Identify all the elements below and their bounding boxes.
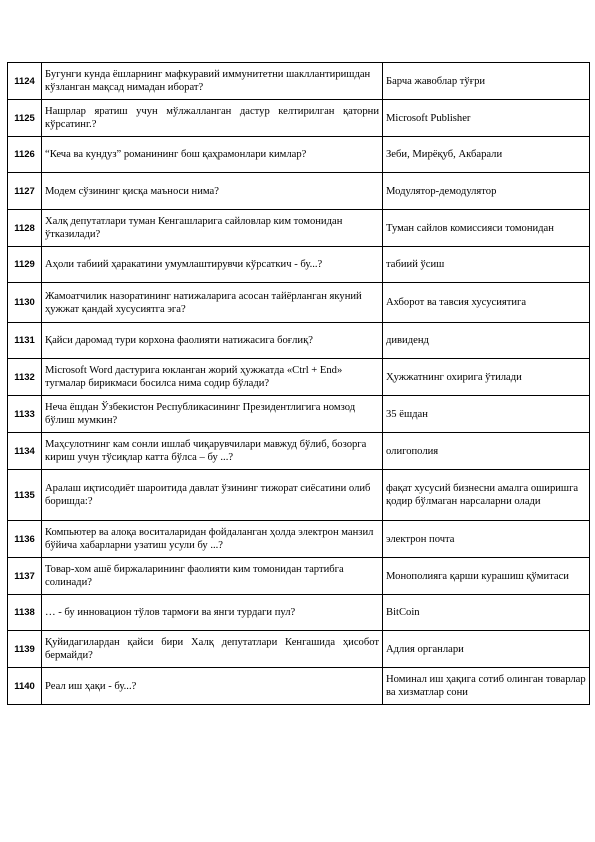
answer-cell: Монополияга қарши курашиш қўмитаси (383, 558, 590, 595)
question-cell: Реал иш ҳақи - бу...? (42, 668, 383, 705)
table-row (8, 558, 590, 595)
row-number: 1133 (8, 396, 42, 433)
row-number: 1135 (8, 470, 42, 521)
row-number: 1129 (8, 247, 42, 283)
question-cell: Нашрлар яратиш учун мўлжалланган дастур келтирилган қаторни кўрсатинг.? (42, 100, 383, 137)
question-cell: Аҳоли табиий ҳаракатини умумлаштирувчи кўрсаткич - бу...? (42, 247, 383, 283)
question-cell: Аралаш иқтисодиёт шароитида давлат ўзининг тижорат сиёсатини олиб боришда:? (42, 470, 383, 521)
row-number: 1137 (8, 558, 42, 595)
question-cell: Неча ёшдан Ўзбекистон Республикасининг Президентлигига номзод бўлиш мумкин? (42, 396, 383, 433)
table-row (8, 433, 590, 470)
question-cell: Халқ депутатлари туман Кенгашларига сайловлар ким томонидан ўтказилади? (42, 210, 383, 247)
answer-cell: 35 ёшдан (383, 396, 590, 433)
answer-cell: Адлия органлари (383, 631, 590, 668)
table-row (8, 323, 590, 359)
table-row (8, 173, 590, 210)
table-row (8, 210, 590, 247)
answer-cell: олигополия (383, 433, 590, 470)
answer-cell: электрон почта (383, 521, 590, 558)
table-row (8, 595, 590, 631)
row-number: 1125 (8, 100, 42, 137)
question-cell: Жамоатчилик назоратининг натижаларига асосан тайёрланган якуний ҳужжат қандай хусусиятга эга? (42, 283, 383, 323)
question-cell: Қайси даромад тури корхона фаолияти натижасига боғлиқ? (42, 323, 383, 359)
table-row (8, 668, 590, 705)
row-number: 1128 (8, 210, 42, 247)
question-cell: Модем сўзининг қисқа маъноси нима? (42, 173, 383, 210)
table-row (8, 631, 590, 668)
table-row (8, 470, 590, 521)
row-number: 1130 (8, 283, 42, 323)
row-number: 1126 (8, 137, 42, 173)
row-number: 1132 (8, 359, 42, 396)
question-cell: Қуйидагилардан қайси бири Халқ депутатлари Кенгашида ҳисобот бермайди? (42, 631, 383, 668)
answer-cell: Модулятор-демодулятор (383, 173, 590, 210)
row-number: 1136 (8, 521, 42, 558)
question-cell: “Кеча ва кундуз” романининг бош қаҳрамонлари кимлар? (42, 137, 383, 173)
answer-cell: BitCoin (383, 595, 590, 631)
answer-cell: фақат хусусий бизнесни амалга оширишга қодир бўлмаган нарсаларни олади (383, 470, 590, 521)
answer-cell: табиий ўсиш (383, 247, 590, 283)
table-row (8, 396, 590, 433)
row-number: 1140 (8, 668, 42, 705)
question-cell: Товар-хом ашё биржаларининг фаолияти ким томонидан тартибга солинади? (42, 558, 383, 595)
row-number: 1138 (8, 595, 42, 631)
answer-cell: Туман сайлов комиссияси томонидан (383, 210, 590, 247)
row-number: 1127 (8, 173, 42, 210)
table-row (8, 521, 590, 558)
table-row (8, 247, 590, 283)
answer-cell: Microsoft Publisher (383, 100, 590, 137)
answer-cell: Ахборот ва тавсия хусусиятига (383, 283, 590, 323)
answer-cell: Барча жавоблар тўғри (383, 63, 590, 100)
row-number: 1139 (8, 631, 42, 668)
answer-cell: дивиденд (383, 323, 590, 359)
row-number: 1131 (8, 323, 42, 359)
answer-cell: Номинал иш ҳақига сотиб олинган товарлар ва хизматлар сони (383, 668, 590, 705)
question-cell: Компьютер ва алоқа воситаларидан фойдаланган ҳолда электрон манзил бўйича хабарларни узатиш усули бу ...? (42, 521, 383, 558)
table-row (8, 100, 590, 137)
answer-cell: Ҳужжатнинг охирига ўтилади (383, 359, 590, 396)
answer-cell: Зеби, Мирёқуб, Акбарали (383, 137, 590, 173)
question-cell: Маҳсулотнинг кам сонли ишлаб чиқарувчилари мавжуд бўлиб, бозорга кириш учун тўсиқлар катта бўлса – бу ...? (42, 433, 383, 470)
table-row (8, 137, 590, 173)
row-number: 1134 (8, 433, 42, 470)
question-cell: Microsoft Word дастурига юкланган жорий ҳужжатда «Ctrl + End» тугмалар бирикмаси босилса нима содир бўлади? (42, 359, 383, 396)
table-row (8, 63, 590, 100)
qa-table (7, 62, 590, 705)
table-row (8, 283, 590, 323)
question-cell: Бугунги кунда ёшларнинг мафкуравий иммунитетни шакллантиришдан кўзланган мақсад нимадан иборат? (42, 63, 383, 100)
table-row (8, 359, 590, 396)
row-number: 1124 (8, 63, 42, 100)
question-cell: … - бу инновацион тўлов тармоғи ва янги турдаги пул? (42, 595, 383, 631)
